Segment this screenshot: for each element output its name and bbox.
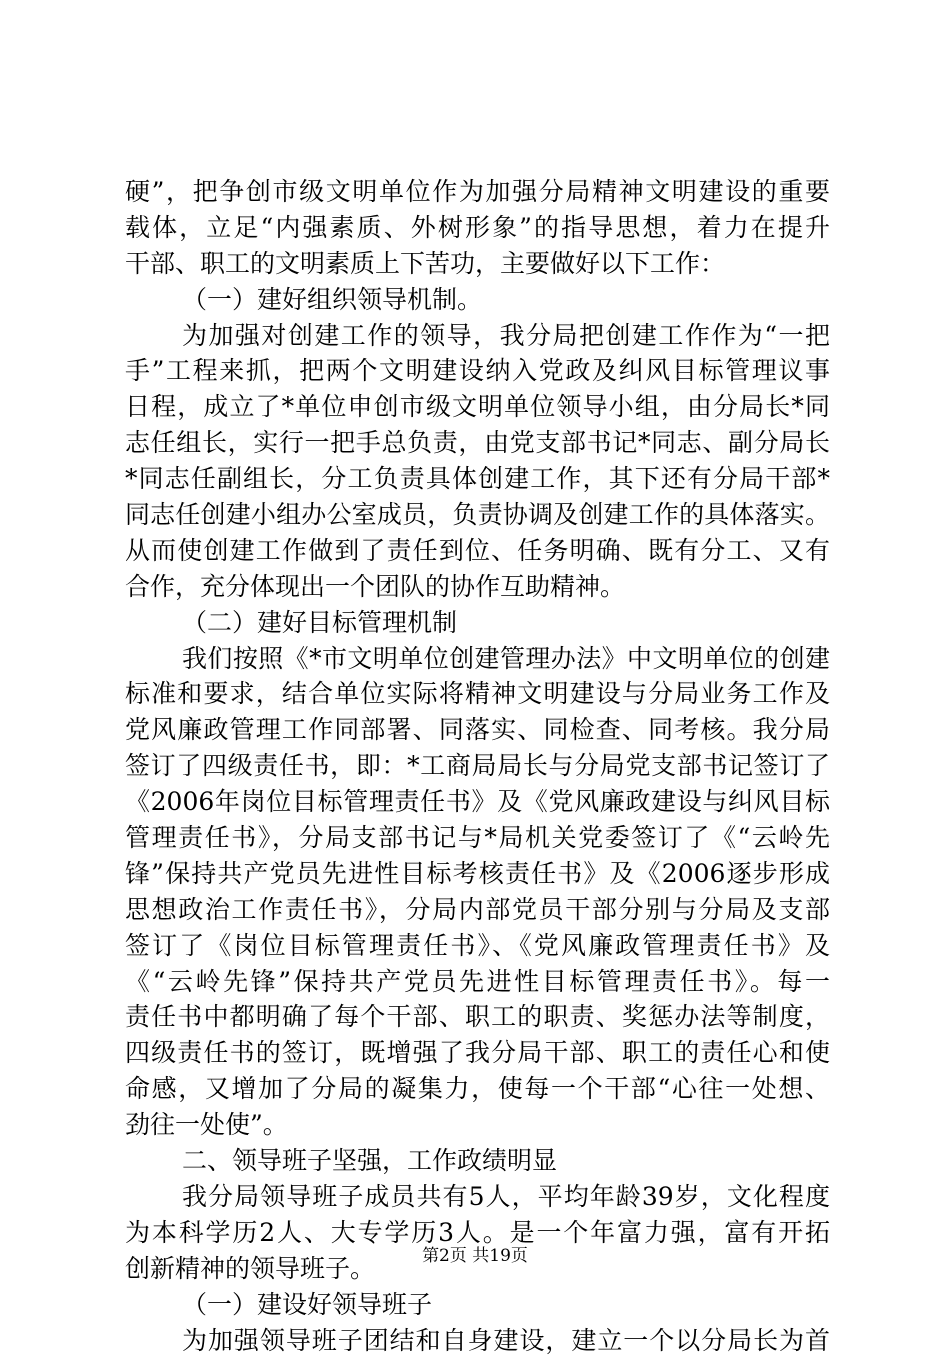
text-line: 四级责任书的签订，既增强了我分局干部、职工的责任心和使 bbox=[125, 1035, 830, 1071]
text-line: 签订了《岗位目标管理责任书》、《党风廉政管理责任书》及 bbox=[125, 928, 830, 964]
text-line: 志任组长，实行一把手总负责，由党支部书记*同志、副分局长 bbox=[125, 425, 830, 461]
text-line: 载体，立足“内强素质、外树形象”的指导思想，着力在提升 bbox=[125, 210, 830, 246]
text-line: 《“云岭先锋”保持共产党员先进性目标管理责任书》。每一 bbox=[125, 964, 830, 1000]
text-line: 为本科学历2人、大专学历3人。是一个年富力强，富有开拓 bbox=[125, 1215, 830, 1251]
text-line: 同志任创建小组办公室成员，负责协调及创建工作的具体落实。 bbox=[125, 497, 830, 533]
text-line: 管理责任书》，分局支部书记与*局机关党委签订了《“云岭先 bbox=[125, 820, 830, 856]
text-line: *同志任副组长，分工负责具体创建工作，其下还有分局干部* bbox=[125, 461, 830, 497]
text-line: 责任书中都明确了每个干部、职工的职责、奖惩办法等制度， bbox=[125, 999, 830, 1035]
text-line: 我分局领导班子成员共有5人，平均年龄39岁，文化程度 bbox=[125, 1179, 830, 1215]
text-line: 手”工程来抓，把两个文明建设纳入党政及纠风目标管理议事 bbox=[125, 353, 830, 389]
text-line: 创新精神的领导班子。 bbox=[125, 1251, 830, 1287]
text-line: 劲往一处使”。 bbox=[125, 1107, 830, 1143]
text-line: （一）建设好领导班子 bbox=[125, 1287, 830, 1323]
text-line: 二、领导班子坚强，工作政绩明显 bbox=[125, 1143, 830, 1179]
text-line: 合作，充分体现出一个团队的协作互助精神。 bbox=[125, 569, 830, 605]
text-line: 标准和要求，结合单位实际将精神文明建设与分局业务工作及 bbox=[125, 676, 830, 712]
text-line: 党风廉政管理工作同部署、同落实、同检查、同考核。我分局 bbox=[125, 712, 830, 748]
text-line: 我们按照《*市文明单位创建管理办法》中文明单位的创建 bbox=[125, 641, 830, 677]
text-line: 签订了四级责任书，即：*工商局局长与分局党支部书记签订了 bbox=[125, 748, 830, 784]
text-line: 干部、职工的文明素质上下苦功，主要做好以下工作： bbox=[125, 246, 830, 282]
text-line: 日程，成立了*单位申创市级文明单位领导小组，由分局长*同 bbox=[125, 389, 830, 425]
page-footer: 第2页 共19页 bbox=[0, 1245, 950, 1267]
text-line: （一）建好组织领导机制。 bbox=[125, 282, 830, 318]
text-line: 锋”保持共产党员先进性目标考核责任书》及《2006逐步形成 bbox=[125, 856, 830, 892]
text-line: 命感，又增加了分局的凝集力，使每一个干部“心往一处想、 bbox=[125, 1071, 830, 1107]
text-line: 为加强对创建工作的领导，我分局把创建工作作为“一把 bbox=[125, 318, 830, 354]
text-line: 思想政治工作责任书》，分局内部党员干部分别与分局及支部 bbox=[125, 892, 830, 928]
document-body bbox=[125, 174, 830, 1358]
text-line: 《2006年岗位目标管理责任书》及《党风廉政建设与纠风目标 bbox=[125, 784, 830, 820]
text-line: 为加强领导班子团结和自身建设，建立一个以分局长为首 bbox=[125, 1323, 830, 1358]
text-line: 硬”，把争创市级文明单位作为加强分局精神文明建设的重要 bbox=[125, 174, 830, 210]
text-line: （二）建好目标管理机制 bbox=[125, 605, 830, 641]
text-line: 从而使创建工作做到了责任到位、任务明确、既有分工、又有 bbox=[125, 533, 830, 569]
